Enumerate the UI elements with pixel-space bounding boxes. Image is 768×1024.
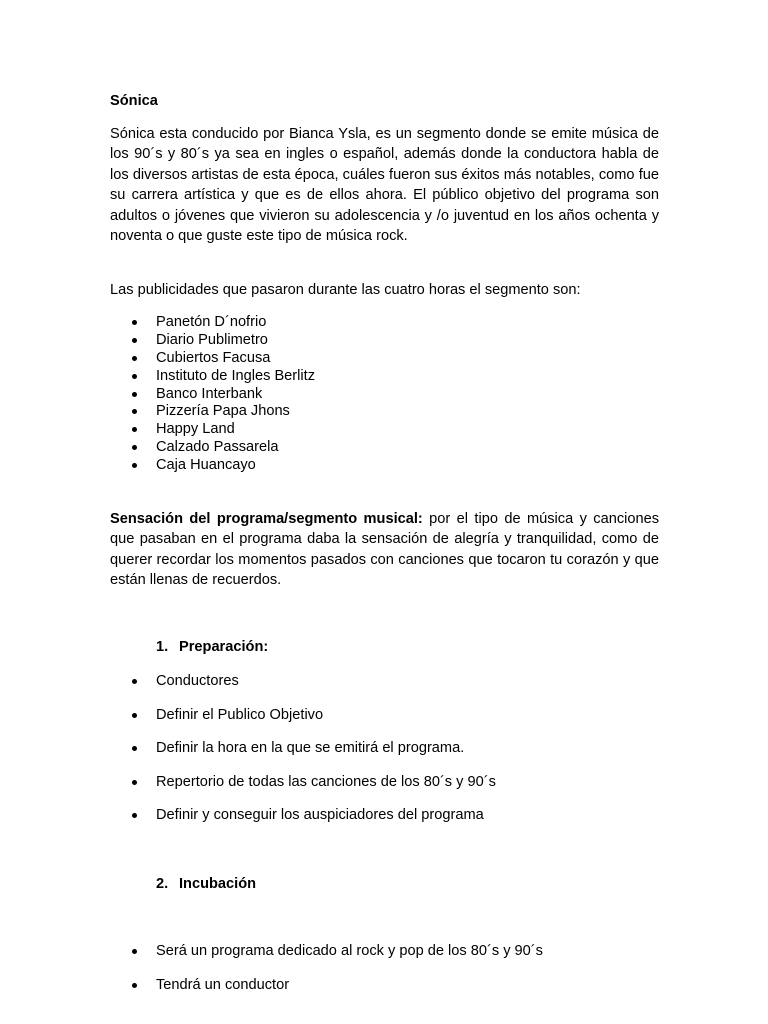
list-item-text: Panetón D´nofrio [156,314,267,330]
list-item [110,672,496,690]
bullet-icon [132,392,137,397]
section-title: Preparación: [179,639,269,655]
bullet-icon [132,949,137,954]
list-item [110,456,315,474]
list-item [110,438,315,456]
document-title: Sónica [110,93,158,109]
section-heading-preparacion [156,638,268,656]
sensation-text: por el tipo de música y canciones que pasaban en el programa daba la sensación de alegría y tranquilidad, como de querer recordar los momentos pasados con canciones que tocaron tu corazón y que están llenas de recuerdos. [110,511,659,589]
bullet-icon [132,409,137,414]
bullet-icon [132,746,137,751]
list-item-text: Definir la hora en la que se emitirá el programa. [156,740,465,757]
bullet-icon [132,338,137,343]
list-item-text: Caja Huancayo [156,457,256,474]
list-item-text: Instituto de Ingles Berlitz [156,367,315,384]
list-item [110,806,496,824]
list-item [110,420,315,438]
list-item-text: Definir y conseguir los auspiciadores del programa [156,807,484,824]
ads-list [110,313,315,474]
list-item [110,385,315,403]
bullet-icon [132,427,137,432]
list-item-text: Calzado Passarela [156,439,279,456]
sensation-paragraph [110,509,659,591]
list-item [110,942,543,960]
ads-intro-paragraph: Las publicidades que pasaron durante las cuatro horas el segmento son: [110,282,581,298]
list-item [110,773,496,791]
bullet-icon [132,780,137,785]
incubacion-list [110,942,543,1009]
list-item [110,313,315,331]
bullet-icon [132,813,137,818]
list-item [110,706,496,724]
list-item-text: Pizzería Papa Jhons [156,403,290,420]
bullet-icon [132,445,137,450]
bullet-icon [132,374,137,379]
bullet-icon [132,320,137,325]
list-item-text: Happy Land [156,421,235,438]
list-item-text: Diario Publimetro [156,331,268,348]
list-item-text: Tendrá un conductor [156,976,290,993]
list-item [110,331,315,349]
intro-paragraph: Sónica esta conducido por Bianca Ysla, es un segmento donde se emite música de los 90´s y 80´s ya sea en ingles o español, además donde la conductora habla de los diversos artistas de esta época, cuáles fueron sus éxitos más notables, como fue su carrera artística y que es de ellos ahora. El público objetivo del programa son adultos o jóvenes que vivieron su adolescencia y /o juventud en los años ochenta y noventa o que guste este tipo de música rock. [110,126,659,245]
list-item [110,367,315,385]
section-title: Incubación [179,876,257,892]
sensation-label: Sensación del programa/segmento musical: [110,511,423,527]
list-item-text: Cubiertos Facusa [156,349,271,366]
list-item-text: Banco Interbank [156,385,263,402]
preparacion-list [110,672,496,840]
list-item-text: Repertorio de todas las canciones de los 80´s y 90´s [156,773,496,790]
list-item [110,402,315,420]
bullet-icon [132,356,137,361]
bullet-icon [132,679,137,684]
bullet-icon [132,463,137,468]
section-heading-incubacion [156,875,256,893]
list-item [110,976,543,994]
list-item-text: Conductores [156,673,239,689]
list-item [110,349,315,367]
list-item-text: Será un programa dedicado al rock y pop de los 80´s y 90´s [156,943,543,959]
list-item [110,739,496,757]
section-number: 1. [156,639,169,655]
list-item-text: Definir el Publico Objetivo [156,706,324,723]
bullet-icon [132,713,137,718]
section-number: 2. [156,876,169,892]
bullet-icon [132,983,137,988]
